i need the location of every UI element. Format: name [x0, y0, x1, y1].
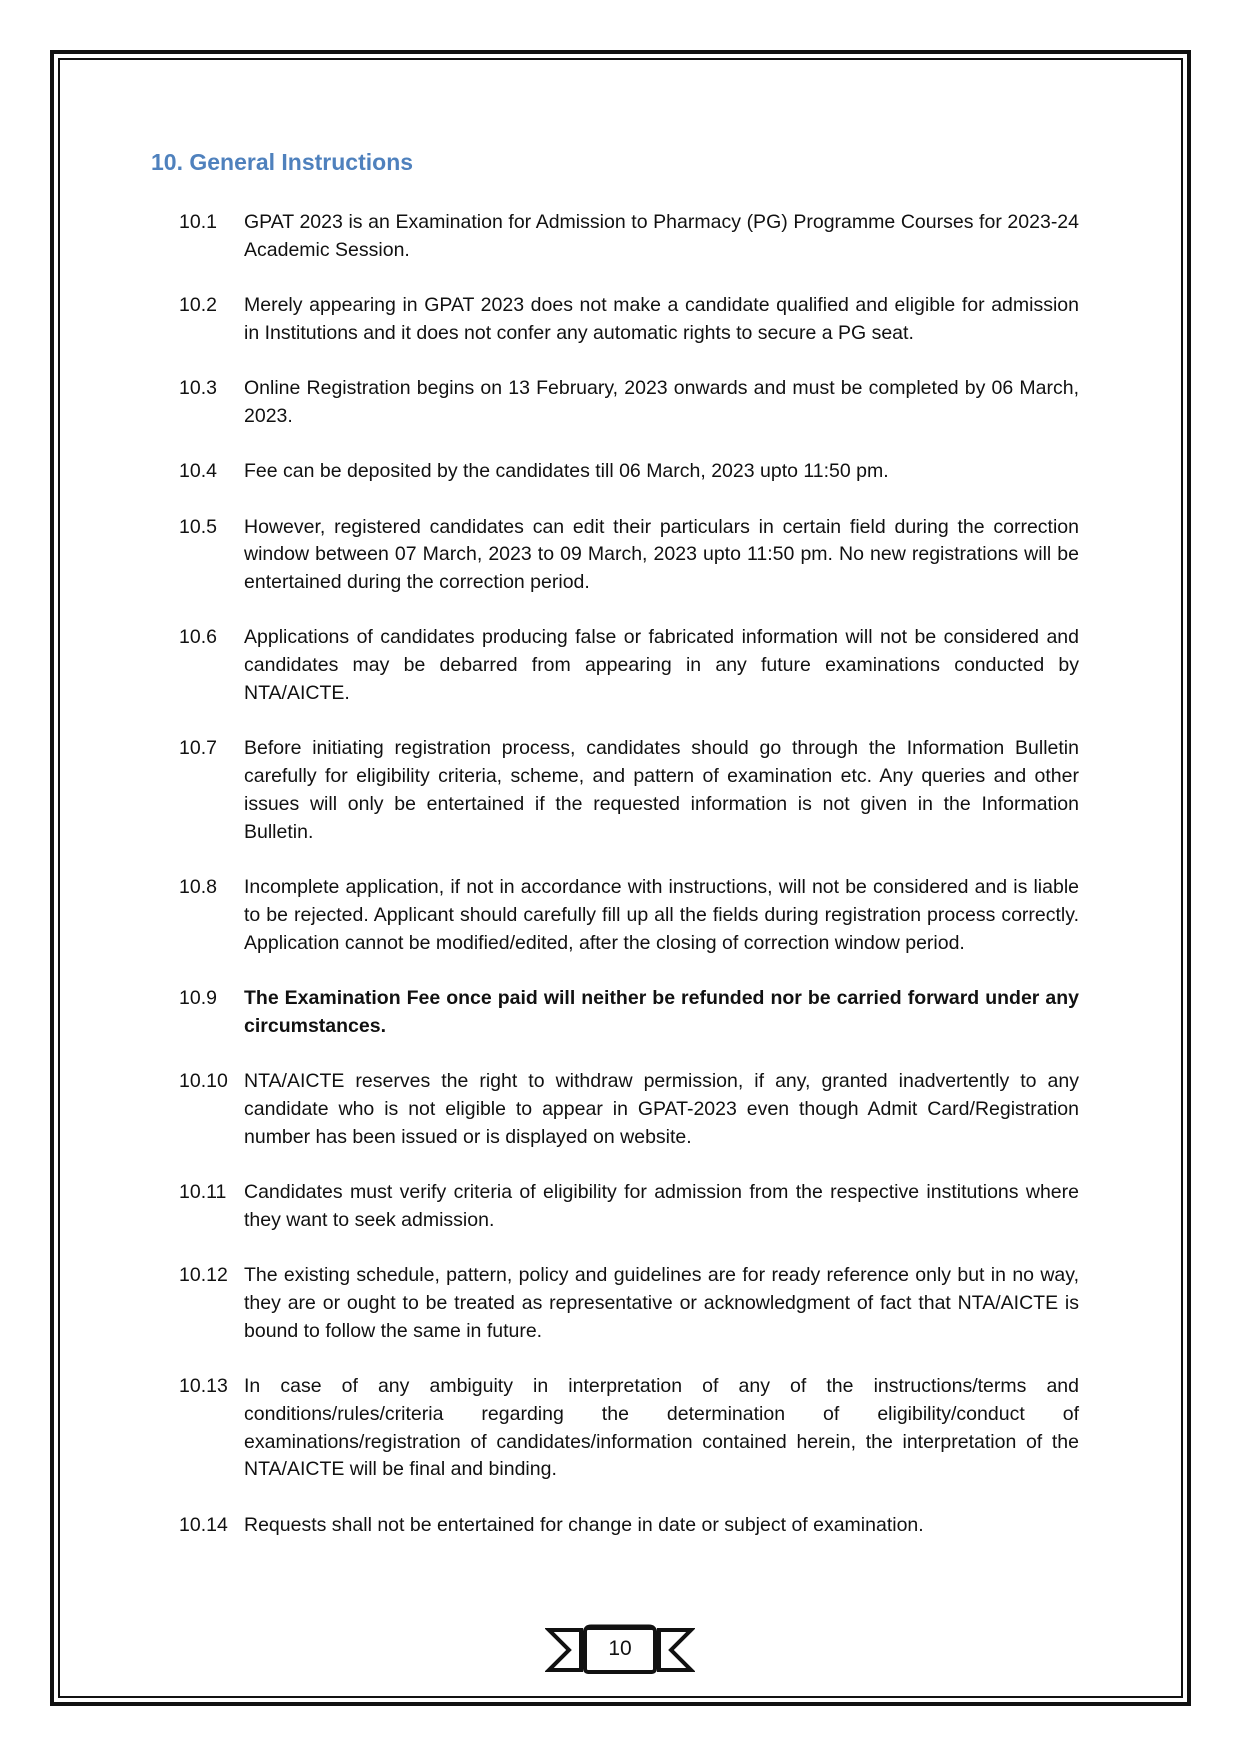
instruction-number: 10.13	[179, 1374, 228, 1397]
page-number: 10	[608, 1637, 632, 1660]
section-heading: 10. General Instructions	[151, 149, 414, 175]
instruction-item	[179, 874, 1079, 957]
instruction-item	[179, 458, 1079, 486]
instruction-number: 10.14	[179, 1513, 228, 1536]
instruction-text: In case of any ambiguity in interpretation of any of the instructions/terms and conditions/rules/criteria regarding the determination of eligibility/conduct of examinations/registration of candidates/information contained herein, the interpretation of the NTA/AICTE will be final and binding.	[244, 1374, 1079, 1481]
instruction-number: 10.6	[179, 626, 217, 649]
instruction-text: Applications of candidates producing false or fabricated information will not be considered and candidates may be debarred from appearing in any future examinations conducted by NTA/AICTE.	[244, 626, 1079, 705]
page-number-ribbon	[545, 1622, 695, 1678]
instruction-text: Online Registration begins on 13 February, 2023 onwards and must be completed by 06 March, 2023.	[244, 377, 1079, 427]
instruction-item	[179, 209, 1079, 265]
instruction-item	[179, 375, 1079, 431]
instruction-text: NTA/AICTE reserves the right to withdraw permission, if any, granted inadvertently to any candidate who is not eligible to appear in GPAT-2023 even though Admit Card/Registration number has been issued or is displayed on website.	[244, 1070, 1079, 1148]
instructions-list	[179, 209, 1079, 1567]
instruction-number: 10.1	[179, 211, 217, 233]
instruction-number: 10.2	[179, 294, 217, 317]
instruction-item	[179, 1262, 1079, 1345]
instruction-number: 10.12	[179, 1264, 228, 1287]
instruction-item	[179, 1179, 1079, 1235]
instruction-number: 10.11	[179, 1180, 227, 1203]
instruction-text: GPAT 2023 is an Examination for Admission to Pharmacy (PG) Programme Courses for 2023-24 Academic Session.	[244, 211, 1079, 261]
instruction-text: The existing schedule, pattern, policy and guidelines are for ready reference only but in no way, they are or ought to be treated as representative or acknowledgment of fact that NTA/AICTE is bound to follow the same in future.	[244, 1264, 1079, 1342]
instruction-text: Incomplete application, if not in accordance with instructions, will not be considered and is liable to be rejected. Applicant should carefully fill up all the fields during registration process correctly. Application cannot be modified/edited, after the closing of correction window period.	[244, 876, 1079, 954]
instruction-item	[179, 514, 1079, 597]
instruction-item	[179, 1373, 1079, 1484]
instruction-item	[179, 985, 1079, 1041]
instruction-text: Requests shall not be entertained for change in date or subject of examination.	[244, 1513, 924, 1536]
instruction-text: Candidates must verify criteria of eligibility for admission from the respective institutions where they want to seek admission.	[244, 1180, 1079, 1231]
instruction-item	[179, 292, 1079, 348]
instruction-number: 10.7	[179, 737, 217, 760]
instruction-number: 10.8	[179, 876, 217, 899]
instruction-number: 10.5	[179, 515, 217, 538]
instruction-text: The Examination Fee once paid will neither be refunded nor be carried forward under any circumstances.	[244, 986, 1079, 1037]
instruction-text: However, registered candidates can edit their particulars in certain field during the correction window between 07 March, 2023 to 09 March, 2023 upto 11:50 pm. No new registrations will be entertained during the correction period.	[244, 515, 1079, 594]
instruction-number: 10.10	[179, 1070, 228, 1093]
instruction-item	[179, 624, 1079, 707]
instruction-number: 10.9	[179, 986, 217, 1009]
instruction-text: Before initiating registration process, candidates should go through the Information Bulletin carefully for eligibility criteria, scheme, and pattern of examination etc. Any queries and other issues will only be entertained if the requested information is not given in the Information Bulletin.	[244, 737, 1079, 843]
instruction-number: 10.4	[179, 460, 217, 483]
instruction-item	[179, 735, 1079, 846]
instruction-text: Fee can be deposited by the candidates till 06 March, 2023 upto 11:50 pm.	[244, 460, 889, 483]
instruction-item	[179, 1512, 1079, 1540]
instruction-text: Merely appearing in GPAT 2023 does not make a candidate qualified and eligible for admission in Institutions and it does not confer any automatic rights to secure a PG seat.	[244, 294, 1079, 344]
instruction-item	[179, 1068, 1079, 1151]
instruction-number: 10.3	[179, 377, 217, 400]
